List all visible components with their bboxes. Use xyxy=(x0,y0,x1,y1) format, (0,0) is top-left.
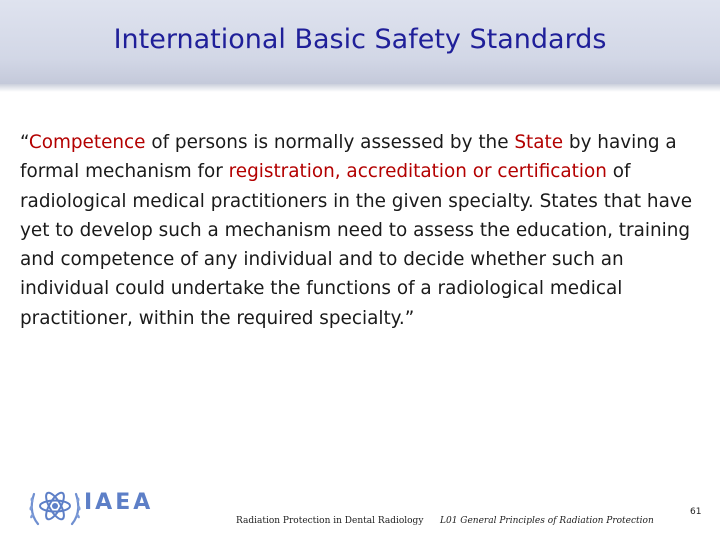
close-quote: ” xyxy=(404,307,415,329)
body-text-segment: of persons is normally assessed by the xyxy=(145,132,515,153)
footer-lesson-title: L01 General Principles of Radiation Protection xyxy=(440,516,654,526)
open-quote: “ xyxy=(20,132,29,153)
page-number: 61 xyxy=(690,507,702,517)
iaea-logo-text: IAEA xyxy=(84,490,154,515)
slide-title: International Basic Safety Standards xyxy=(113,24,607,55)
quote-paragraph xyxy=(20,128,700,333)
highlight-competence: Competence xyxy=(28,132,146,153)
body-text-segment: by having a formal mechanism for xyxy=(20,132,677,183)
footer-course-title: Radiation Protection in Dental Radiology xyxy=(236,516,424,526)
highlight-state: State xyxy=(514,132,564,153)
highlight-registration: registration, accreditation or certification xyxy=(228,161,607,183)
title-band-shadow xyxy=(0,84,720,92)
body-text-segment: of radiological medical practitioners in the given specialty. States that have yet to develop such a mechanism need to assess the education, training and competence of any individual and to decide whether such an individual could undertake the functions of a radiological medical practitioner, within the required specialty. xyxy=(20,161,693,329)
